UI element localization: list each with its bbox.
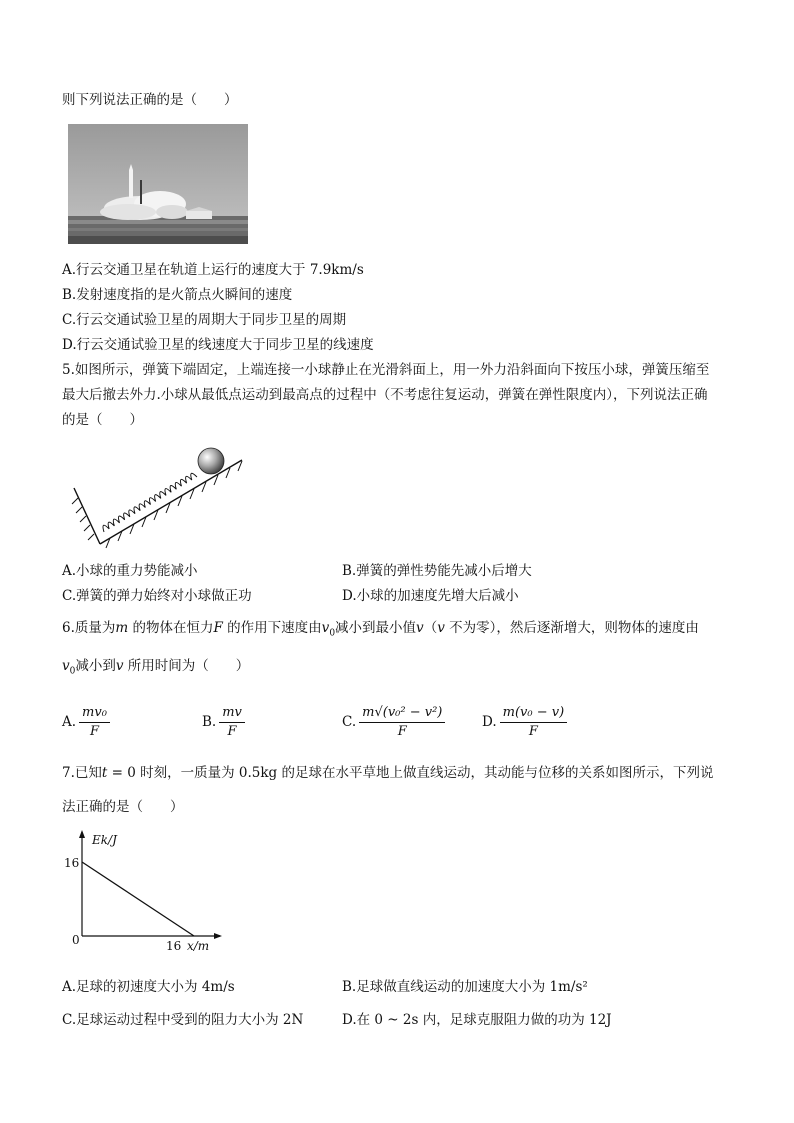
q7-option-a: A.足球的初速度大小为 4m/s bbox=[62, 979, 235, 995]
q5-option-b: B.弹簧的弹性势能先减小后增大 bbox=[342, 563, 532, 579]
chart-x-arrow bbox=[214, 933, 222, 939]
q6-line2-var-v: v bbox=[115, 658, 124, 674]
q6-option-b-label: B. bbox=[202, 714, 217, 730]
chart-y-arrow bbox=[79, 830, 85, 838]
q6-text-6: 不为零），然后逐渐增大，则物体的速度由 bbox=[444, 620, 699, 636]
ek-x-chart bbox=[60, 826, 230, 956]
spring-incline-figure bbox=[66, 440, 246, 552]
chart-y-tick-16: 16 bbox=[64, 856, 80, 870]
q6-option-c-fraction bbox=[359, 705, 445, 740]
q6-option-b-fraction bbox=[219, 705, 245, 740]
q4-option-d: D.行云交通试验卫星的线速度大于同步卫星的线速度 bbox=[62, 337, 374, 353]
q7-option-b: B.足球做直线运动的加速度大小为 1m/s² bbox=[342, 979, 588, 995]
q6-line2-var-v0-sub: 0 bbox=[69, 666, 76, 677]
q6-text-5: （ bbox=[423, 620, 438, 636]
q4-option-c: C.行云交通试验卫星的周期大于同步卫星的周期 bbox=[62, 312, 347, 328]
q7-text-1: 7.已知 bbox=[62, 765, 102, 781]
q4-option-a: A.行云交通卫星在轨道上运行的速度大于 7.9km/s bbox=[62, 262, 364, 278]
q7-stem-line2: 法正确的是（ ） bbox=[62, 799, 184, 815]
q5-stem-line3: 的是（ ） bbox=[62, 412, 143, 428]
q6-option-c-label: C. bbox=[342, 714, 357, 730]
q6-var-m: m bbox=[115, 620, 129, 636]
q6-stem-line2 bbox=[62, 656, 249, 682]
q6-option-d-denominator: F bbox=[528, 724, 538, 739]
q7-option-d: D.在 0 ~ 2s 内，足球克服阻力做的功为 12J bbox=[342, 1012, 612, 1028]
chart-origin-label: 0 bbox=[72, 933, 80, 947]
q7-text-2: = 0 时刻，一质量为 0.5kg 的足球在水平草地上做直线运动，其动能与位移的关系如图所示，下列说 bbox=[107, 765, 714, 781]
q6-var-v-2: v bbox=[437, 620, 445, 636]
intro-line: 则下列说法正确的是（ ） bbox=[62, 92, 238, 108]
q6-var-v0: v bbox=[321, 620, 330, 636]
q6-option-b bbox=[202, 705, 245, 740]
q6-stem-line1 bbox=[62, 618, 699, 644]
q6-option-d-numerator: m(v₀ − v) bbox=[500, 705, 568, 723]
q6-option-c-numerator: m√(v₀² − v²) bbox=[359, 705, 445, 723]
q6-line2-var-v0: v bbox=[62, 658, 70, 674]
q6-text-3: 的作用下速度由 bbox=[222, 620, 322, 636]
q5-option-d: D.小球的加速度先增大后减小 bbox=[342, 588, 519, 604]
q6-option-d-fraction bbox=[500, 705, 568, 740]
q6-option-a-denominator: F bbox=[89, 724, 99, 739]
chart-ylabel: Ek/J bbox=[92, 833, 117, 847]
q6-text-2: 的物体在恒力 bbox=[128, 620, 214, 636]
q4-option-b: B.发射速度指的是火箭点火瞬间的速度 bbox=[62, 287, 293, 303]
q6-option-c-denominator: F bbox=[397, 724, 407, 739]
q6-option-d bbox=[482, 705, 567, 740]
q7-stem-line1 bbox=[62, 763, 713, 783]
q6-option-a-label: A. bbox=[62, 714, 77, 730]
q6-var-F: F bbox=[213, 620, 223, 636]
q6-var-v0-sub: 0 bbox=[329, 628, 336, 639]
q6-var-v: v bbox=[416, 620, 424, 636]
q6-text-1: 6.质量为 bbox=[62, 620, 116, 636]
q6-option-a-numerator: mv₀ bbox=[79, 705, 110, 723]
q7-var-t: t bbox=[101, 765, 108, 781]
q5-stem-line2: 最大后撤去外力.小球从最低点运动到最高点的过程中（不考虑往复运动，弹簧在弹性限度内），下列说法正确 bbox=[62, 387, 708, 403]
q6-option-b-numerator: mv bbox=[219, 705, 245, 723]
q6-option-a-fraction bbox=[79, 705, 110, 740]
q6-line2-text-2: 所用时间为（ ） bbox=[123, 658, 250, 674]
chart-x-tick-16: 16 bbox=[166, 939, 182, 953]
q7-option-c: C.足球运动过程中受到的阻力大小为 2N bbox=[62, 1012, 304, 1028]
q5-option-c: C.弹簧的弹力始终对小球做正功 bbox=[62, 588, 252, 604]
q6-option-b-denominator: F bbox=[227, 724, 237, 739]
q6-line2-text-1: 减小到 bbox=[75, 658, 116, 674]
q5-stem-line1: 5.如图所示，弹簧下端固定，上端连接一小球静止在光滑斜面上，用一外力沿斜面向下按压小球，弹簧压缩至 bbox=[62, 362, 710, 378]
q5-option-a: A.小球的重力势能减小 bbox=[62, 563, 198, 579]
rocket-launch-photo bbox=[68, 124, 248, 244]
q6-text-4: 减小到最小值 bbox=[335, 620, 417, 636]
q6-option-c bbox=[342, 705, 445, 740]
chart-series-line bbox=[82, 862, 194, 936]
q6-option-d-label: D. bbox=[482, 714, 497, 730]
chart-xlabel: x/m bbox=[187, 939, 210, 953]
q6-option-a bbox=[62, 705, 110, 740]
